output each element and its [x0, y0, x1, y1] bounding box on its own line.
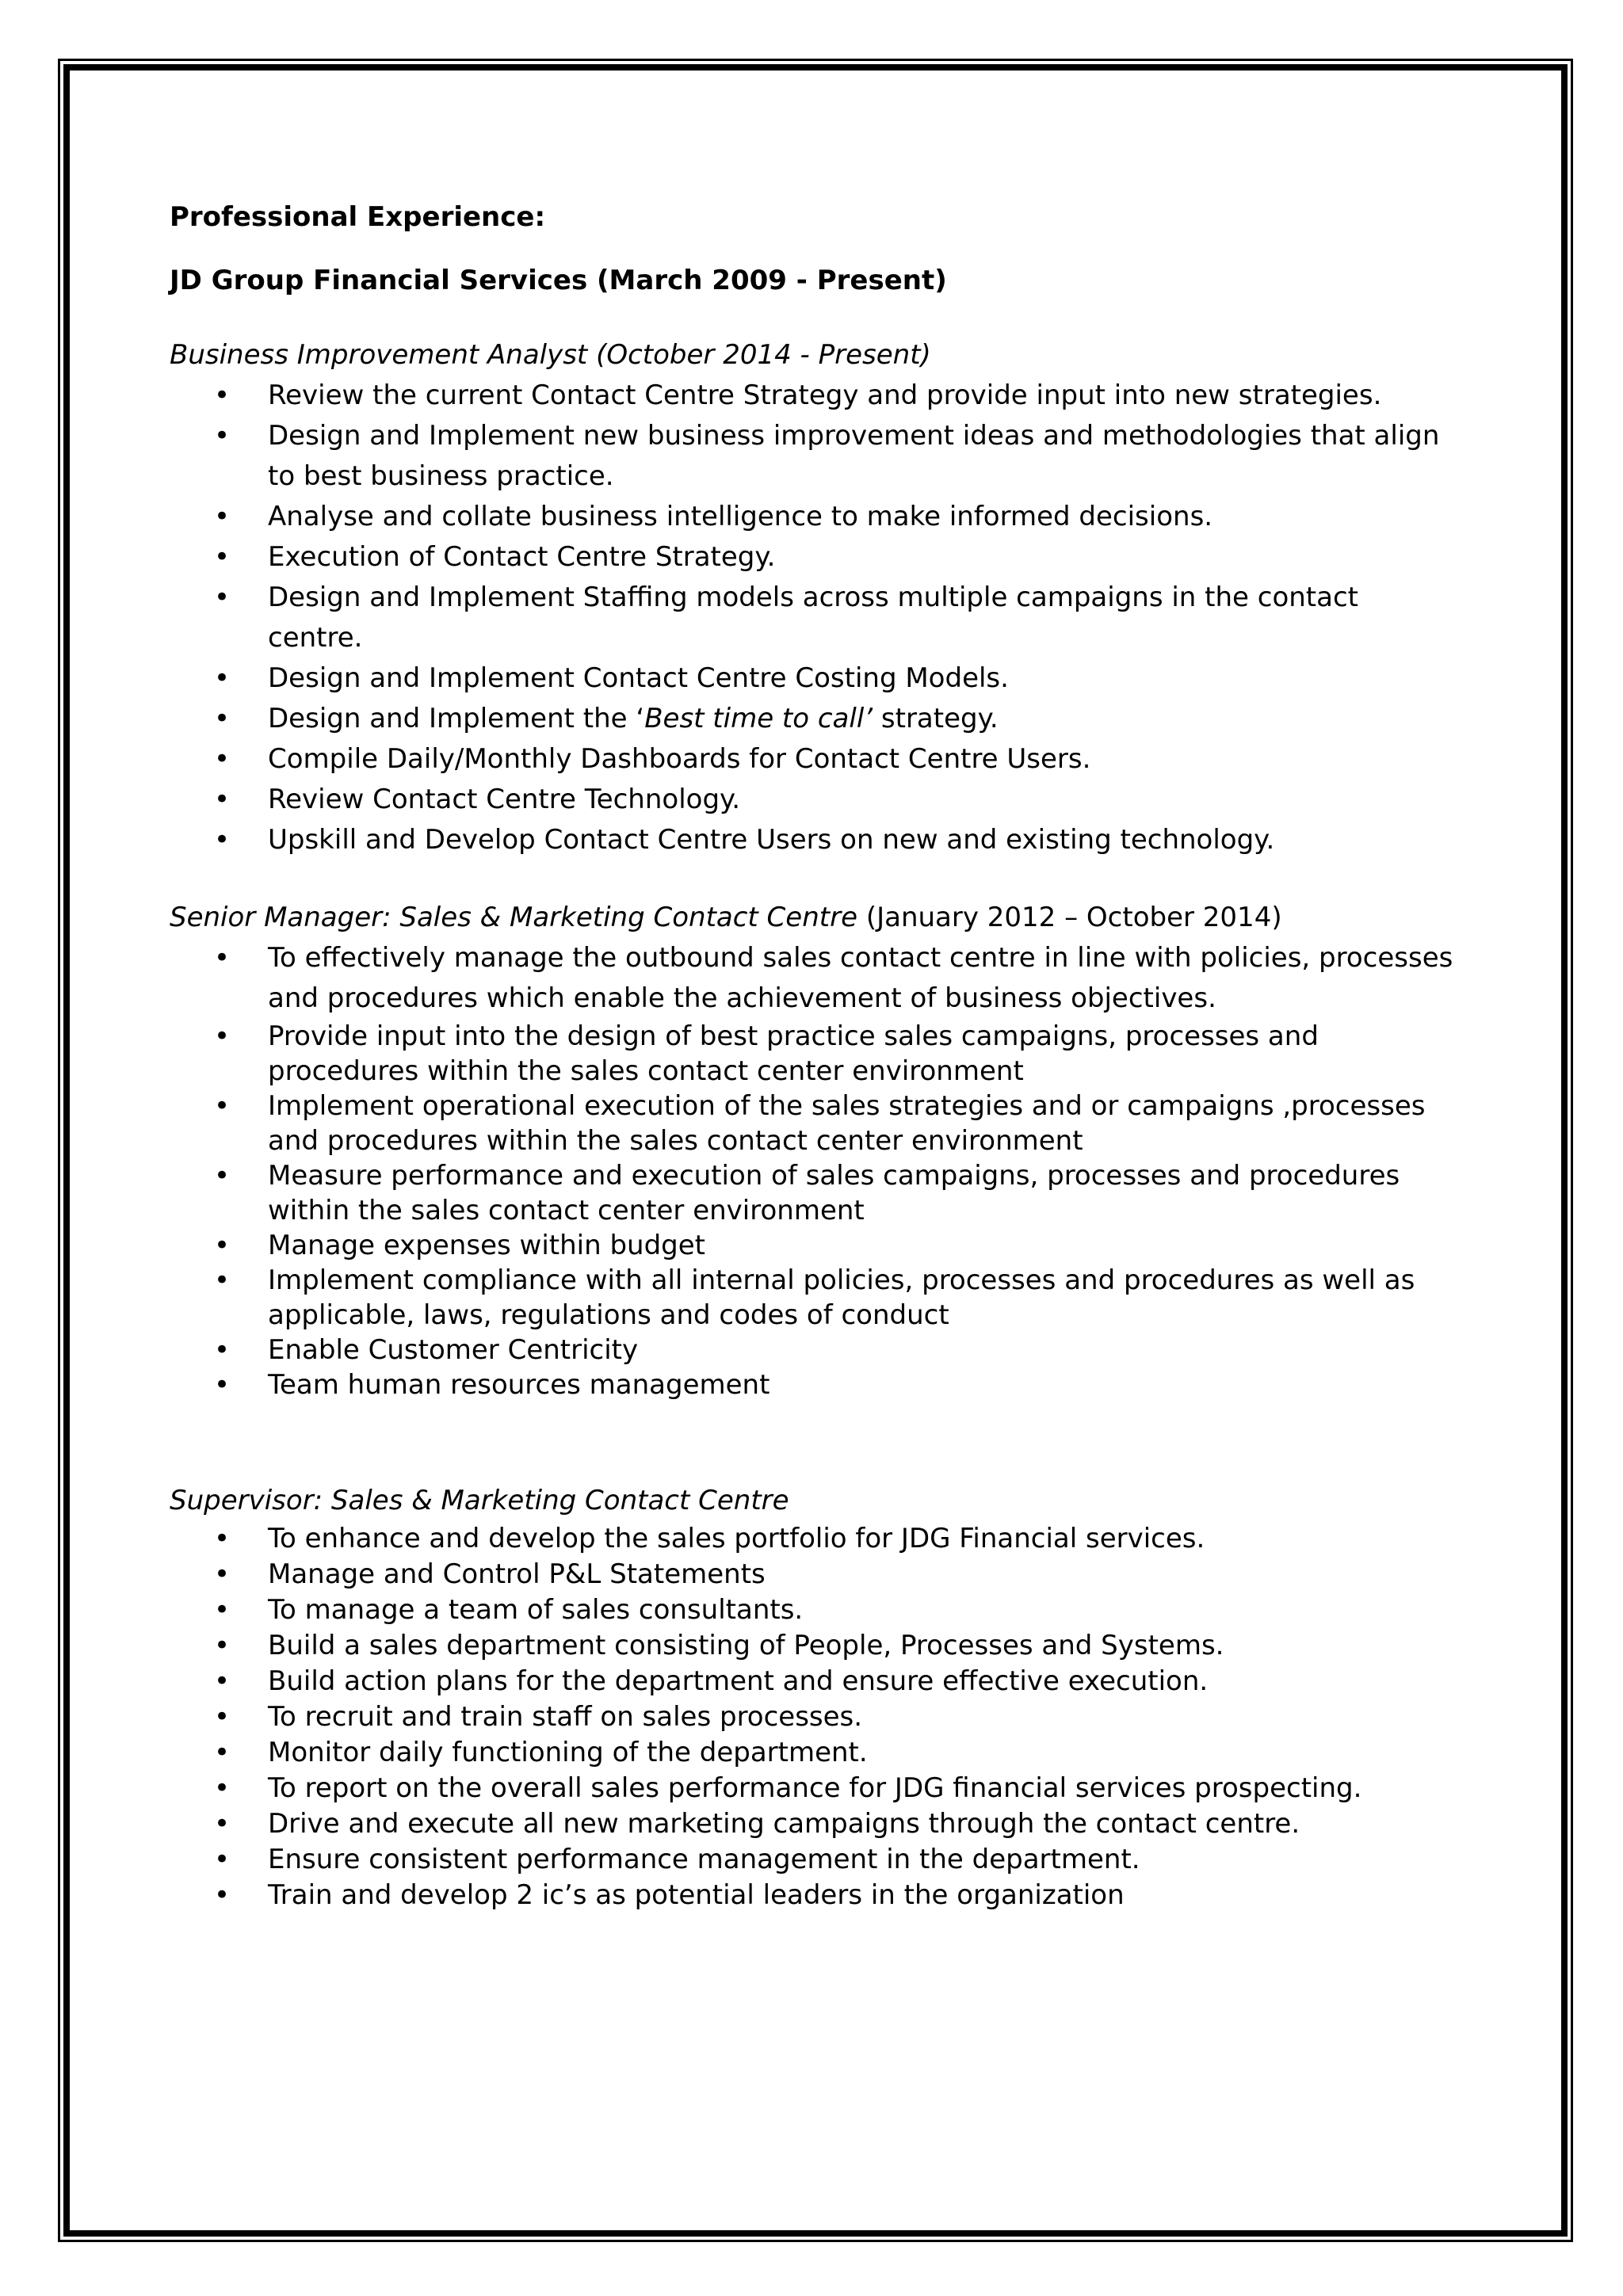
list-item: • Design and Implement the ‘Best time to call’ strategy.: [170, 699, 1453, 739]
bullet-icon: •: [214, 1665, 231, 1697]
list-item: • To report on the overall sales performance for JDG financial services prospecting.: [170, 1771, 1453, 1806]
list-item: • To recruit and train staff on sales processes.: [170, 1699, 1453, 1735]
bullet-icon: •: [214, 784, 231, 815]
role-title-business-improvement-analyst: Business Improvement Analyst (October 2014 - Present): [170, 339, 931, 371]
bullet-icon: •: [214, 420, 231, 452]
list-item: • Drive and execute all new marketing campaigns through the contact centre.: [170, 1806, 1453, 1842]
list-item: • Design and Implement Staffing models across multiple campaigns in the contact centre.: [170, 578, 1453, 658]
bullet-icon: •: [214, 1808, 231, 1840]
list-item: • Provide input into the design of best practice sales campaigns, processes and procedures within the sales contact center environment: [214, 1020, 1319, 1087]
bullet-icon: •: [214, 1701, 231, 1733]
role-title-senior-manager: Senior Manager: Sales & Marketing Contact Centre (January 2012 – October 2014): [170, 902, 1282, 933]
bullet-icon: •: [214, 1264, 231, 1296]
bullet-icon: •: [214, 1090, 231, 1122]
bullet-icon: •: [214, 942, 231, 974]
bullet-icon: •: [214, 1369, 231, 1401]
list-item: • Train and develop 2 ic’s as potential leaders in the organization: [170, 1878, 1453, 1913]
list-item: • Compile Daily/Monthly Dashboards for Contact Centre Users.: [170, 739, 1453, 780]
list-item: • Execution of Contact Centre Strategy.: [170, 537, 1453, 578]
list-item: • Implement operational execution of the sales strategies and or campaigns ,processes and procedures within the sales contact center environment: [214, 1090, 1426, 1157]
list-item: • To manage a team of sales consultants.: [170, 1592, 1453, 1628]
document-body: [170, 195, 1453, 1913]
duty-list-supervisor: [170, 1521, 1453, 1913]
bullet-icon: •: [214, 501, 231, 532]
list-item: • Review the current Contact Centre Strategy and provide input into new strategies.: [170, 376, 1453, 416]
bullet-icon: •: [214, 1594, 231, 1626]
bullet-icon: •: [214, 1558, 231, 1590]
bullet-icon: •: [214, 743, 231, 775]
bullet-icon: •: [214, 824, 231, 856]
bullet-icon: •: [214, 541, 231, 573]
role-dates: (January 2012 – October 2014): [865, 902, 1282, 933]
list-item: • Upskill and Develop Contact Centre Users on new and existing technology.: [170, 820, 1453, 860]
bullet-icon: •: [214, 582, 231, 613]
list-item: • Team human resources management: [214, 1369, 770, 1401]
section-title: Professional Experience:: [170, 201, 546, 233]
bullet-icon: •: [214, 1844, 231, 1875]
bullet-icon: •: [214, 1630, 231, 1661]
list-item: • Implement compliance with all internal policies, processes and procedures as well as applicable, laws, regulations and codes of conduct: [214, 1264, 1415, 1331]
bullet-icon: •: [214, 1334, 231, 1366]
list-item: • Build a sales department consisting of People, Processes and Systems.: [170, 1628, 1453, 1664]
bullet-icon: •: [214, 662, 231, 694]
bullet-icon: •: [214, 1160, 231, 1192]
bullet-icon: •: [214, 1879, 231, 1911]
list-item: • To effectively manage the outbound sales contact centre in line with policies, processes and procedures which enable the achievement of business objectives.: [170, 938, 1453, 1019]
bullet-icon: •: [214, 703, 231, 734]
list-item: • Design and Implement Contact Centre Costing Models.: [170, 658, 1453, 699]
company-heading: JD Group Financial Services (March 2009 - Present): [170, 265, 947, 296]
list-item: • To enhance and develop the sales portfolio for JDG Financial services.: [170, 1521, 1453, 1557]
duty-list-senior-manager: [170, 938, 1453, 1402]
list-item: • Build action plans for the department and ensure effective execution.: [170, 1664, 1453, 1699]
bullet-icon: •: [214, 1230, 231, 1261]
list-item: • Manage and Control P&L Statements: [170, 1557, 1453, 1592]
bullet-icon: •: [214, 1020, 231, 1052]
list-item: • Design and Implement new business improvement ideas and methodologies that align to best business practice.: [170, 416, 1453, 497]
list-item: • Analyse and collate business intelligence to make informed decisions.: [170, 497, 1453, 537]
role-title-supervisor: Supervisor: Sales & Marketing Contact Centre: [170, 1485, 789, 1516]
duty-list-business-improvement-analyst: [170, 376, 1453, 860]
list-item: • Enable Customer Centricity: [214, 1334, 639, 1366]
list-item: • Ensure consistent performance management in the department.: [170, 1842, 1453, 1878]
list-item: • Manage expenses within budget: [214, 1230, 705, 1261]
bullet-icon: •: [214, 1737, 231, 1768]
list-item: • Measure performance and execution of sales campaigns, processes and procedures within the sales contact center environment: [214, 1160, 1400, 1226]
list-item: • Monitor daily functioning of the department.: [170, 1735, 1453, 1771]
bullet-icon: •: [214, 1523, 231, 1554]
list-item: • Review Contact Centre Technology.: [170, 780, 1453, 820]
bullet-icon: •: [214, 1772, 231, 1804]
bullet-icon: •: [214, 379, 231, 411]
